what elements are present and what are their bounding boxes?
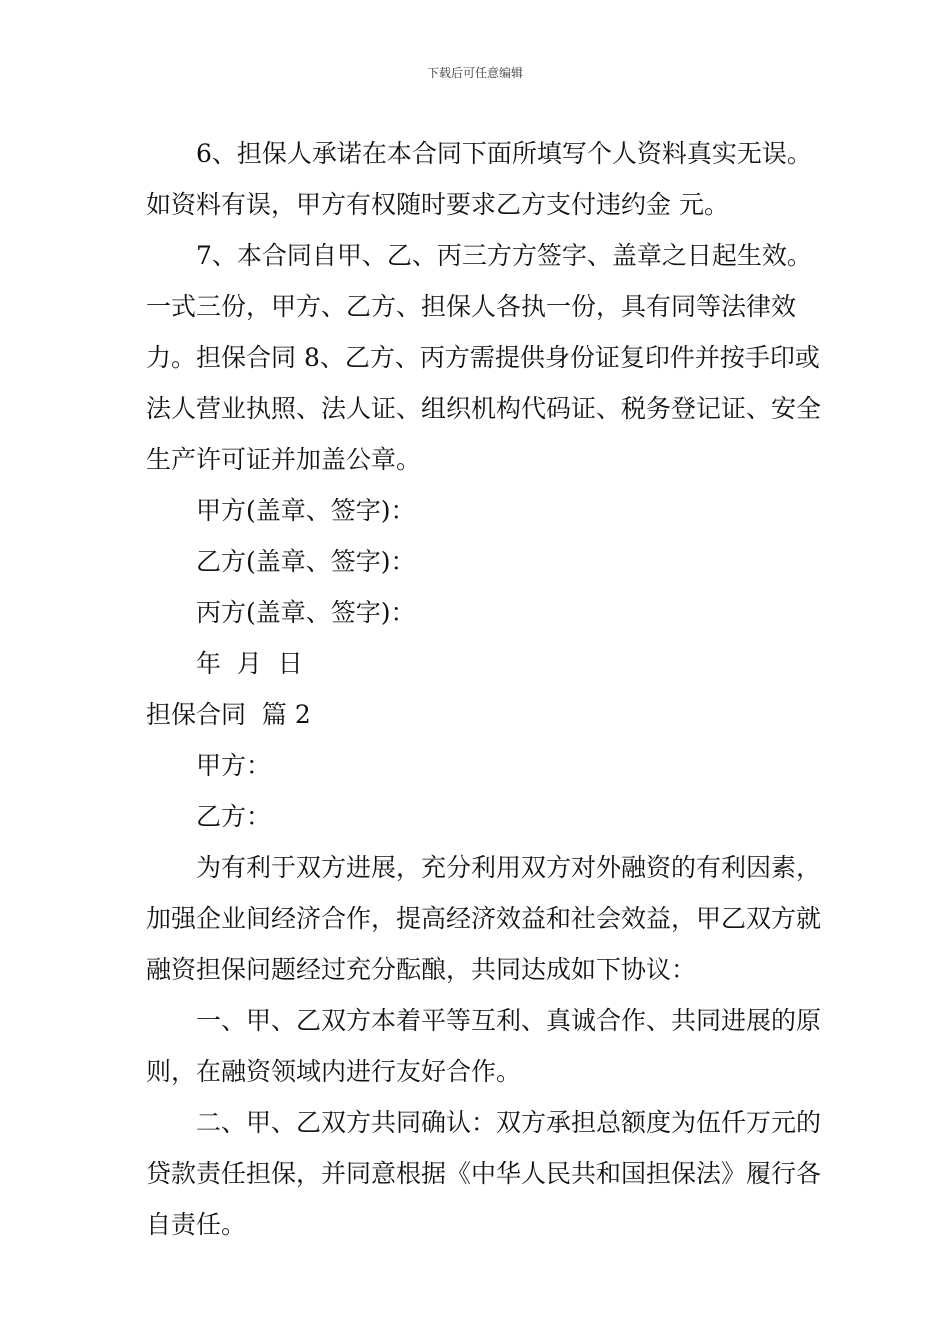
section-title: 担保合同 篇 2: [146, 700, 311, 729]
signature-party-a: 甲方(盖章、签字)：: [196, 496, 416, 525]
clause-2-paragraph: 二、甲、乙双方共同确认：双方承担总额度为伍仟万元的贷款责任担保，并同意根据《中华人民共和国担保法》履行各自责任。: [146, 1108, 822, 1239]
clause-1-paragraph: 一、甲、乙双方本着平等互利、真诚合作、共同进展的原则，在融资领域内进行友好合作。: [146, 1006, 822, 1086]
page-header-note: 下载后可任意编辑: [426, 66, 523, 80]
signature-party-b: 乙方(盖章、签字)：: [196, 547, 416, 576]
intro-paragraph: 为有利于双方进展，充分利用双方对外融资的有利因素，加强企业间经济合作，提高经济效益和社会效益，甲乙双方就融资担保问题经过充分酝酿，共同达成如下协议：: [146, 853, 822, 984]
clause-7-paragraph: 7、本合同自甲、乙、丙三方方签字、盖章之日起生效。一式三份，甲方、乙方、担保人各执一份，具有同等法律效力。担保合同 8、乙方、丙方需提供身份证复印件并按手印或法人营业执照、法人证、组织机构代码证、税务登记证、安全生产许可证并加盖公章。: [146, 241, 822, 474]
clause-6-paragraph: 6、担保人承诺在本合同下面所填写个人资料真实无误。如资料有误，甲方有权随时要求乙方支付违约金 元。: [146, 139, 812, 219]
signature-date: 年 月 日: [196, 649, 303, 678]
document-body: [146, 128, 836, 1250]
party-b-label: 乙方：: [196, 802, 272, 831]
party-a-label: 甲方：: [196, 751, 272, 780]
signature-party-c: 丙方(盖章、签字)：: [196, 598, 416, 627]
